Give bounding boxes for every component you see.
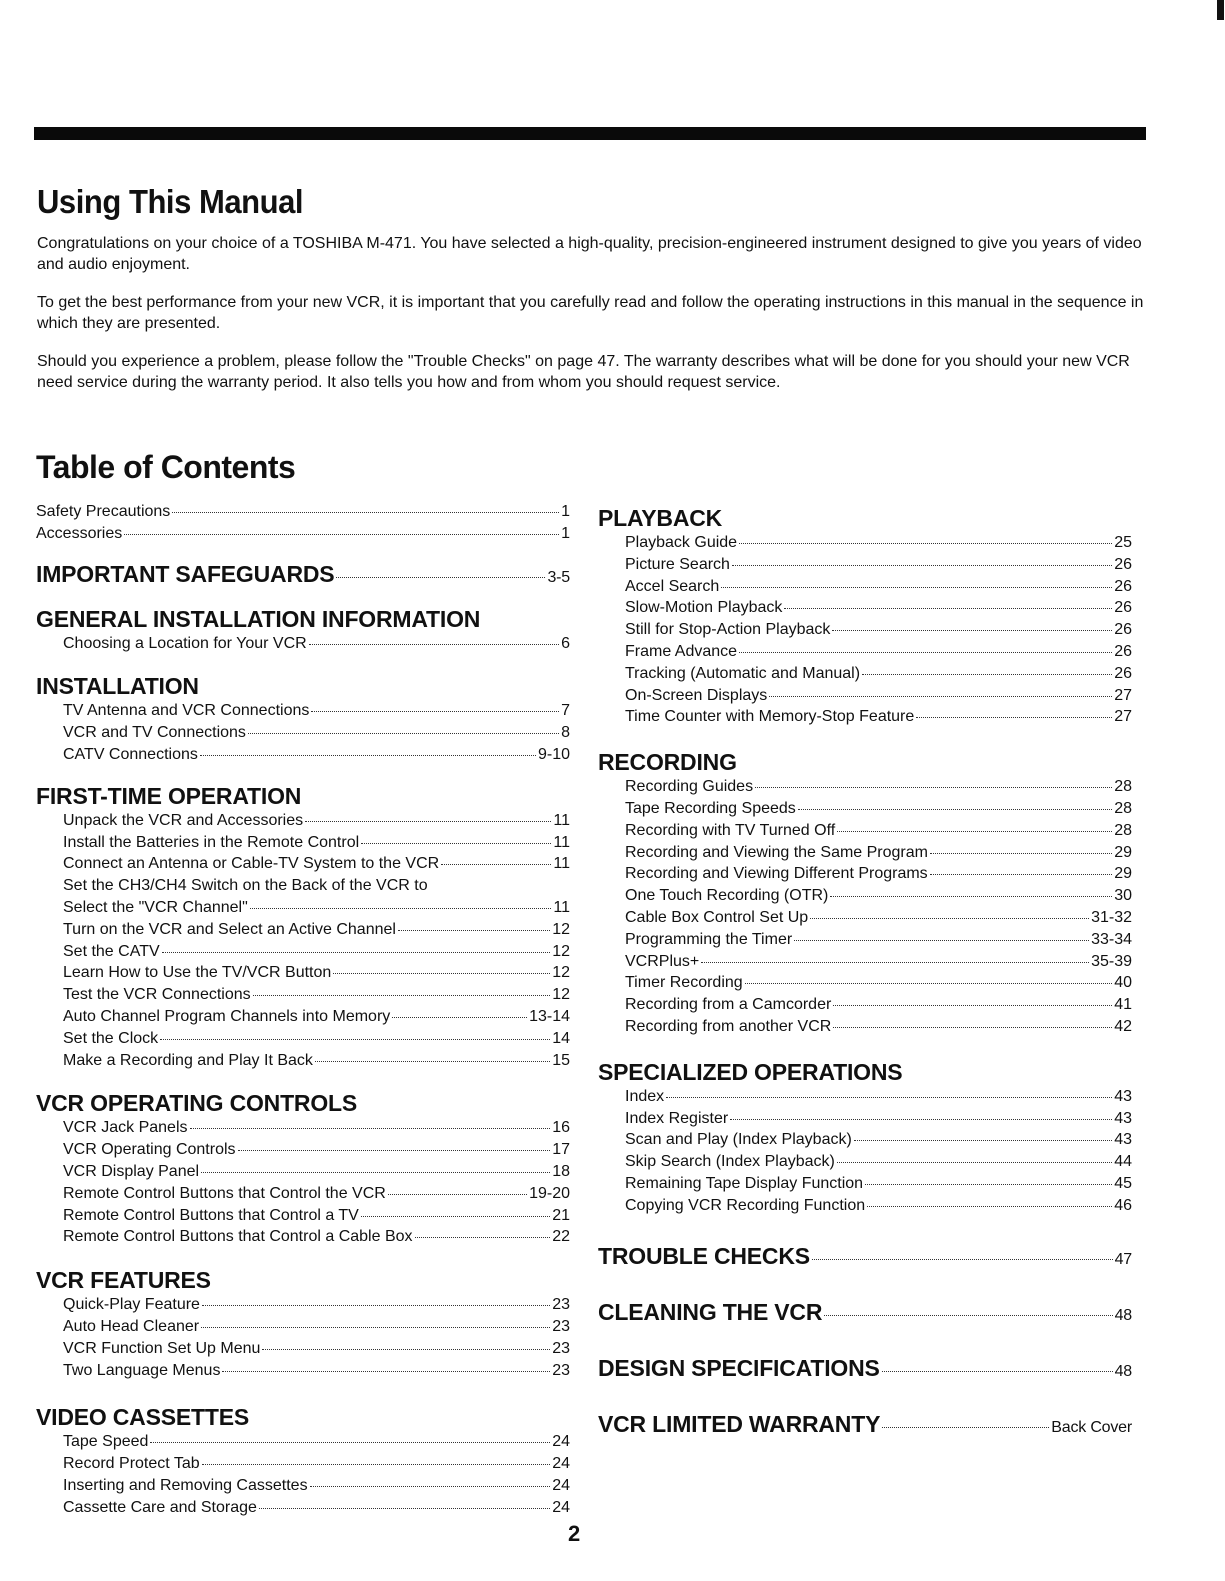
toc-entry-label: Tape Speed: [63, 1433, 149, 1451]
toc-entry-page: 28: [1114, 821, 1132, 839]
dot-leader: [305, 821, 551, 822]
toc-entry[interactable]: [36, 1205, 570, 1227]
toc-entry-label: Connect an Antenna or Cable-TV System to the VCR: [63, 855, 440, 873]
toc-entry[interactable]: [36, 1183, 570, 1205]
toc-entry-label: Accessories: [36, 524, 123, 542]
toc-entry-label: Unpack the VCR and Accessories: [63, 811, 304, 829]
toc-major-label: DESIGN SPECIFICATIONS: [598, 1354, 880, 1381]
toc-entry-page: 43: [1114, 1109, 1132, 1127]
toc-entry-page: 12: [552, 942, 570, 960]
toc-entry[interactable]: [36, 1028, 570, 1050]
dot-leader: [124, 534, 559, 535]
toc-entry[interactable]: [598, 1173, 1132, 1195]
toc-major-label: CLEANING THE VCR: [598, 1298, 823, 1325]
toc-title: Table of Contents: [36, 449, 296, 485]
dot-leader: [745, 983, 1113, 984]
toc-entry-label: Set the CH3/CH4 Switch on the Back of the VCR to: [63, 877, 428, 895]
toc-entry[interactable]: [36, 1316, 570, 1338]
toc-entry[interactable]: [598, 776, 1132, 798]
toc-entry[interactable]: [598, 1016, 1132, 1038]
toc-major-vcr-limited-warranty[interactable]: [598, 1409, 1132, 1443]
toc-entry-label: VCR Display Panel: [63, 1162, 200, 1180]
toc-section-vcr-features: [36, 1266, 570, 1381]
toc-entry-label: Remote Control Buttons that Control a Cable Box: [63, 1228, 413, 1246]
toc-entry-label: Picture Search: [625, 555, 730, 573]
toc-entry-label: Index Register: [625, 1109, 729, 1127]
toc-entry-label: Index: [625, 1087, 665, 1105]
toc-major-page: 3-5: [547, 568, 570, 586]
page-number: 2: [568, 1521, 581, 1546]
toc-entry-page: 21: [552, 1206, 570, 1224]
toc-entry-label: Auto Head Cleaner: [63, 1317, 200, 1335]
toc-entry[interactable]: [598, 863, 1132, 885]
dot-leader: [315, 1061, 550, 1062]
dot-leader: [730, 1119, 1112, 1120]
dot-leader: [150, 1442, 550, 1443]
toc-entry-page: 12: [552, 986, 570, 1004]
dot-leader: [837, 831, 1112, 832]
toc-entry[interactable]: [36, 722, 570, 744]
toc-entry-label: Tape Recording Speeds: [625, 799, 796, 817]
toc-major-page: 48: [1114, 1306, 1132, 1324]
toc-entry-label: Scan and Play (Index Playback): [625, 1131, 852, 1149]
toc-section-installation: [36, 672, 570, 765]
toc-entry-page: 26: [1114, 599, 1132, 617]
toc-section-first-time-operation: [36, 782, 570, 1072]
toc-entry-label: Install the Batteries in the Remote Control: [63, 833, 360, 851]
toc-entry[interactable]: [598, 1086, 1132, 1108]
toc-entry[interactable]: [598, 663, 1132, 685]
toc-entry-page: 16: [552, 1119, 570, 1137]
toc-section-heading: VCR OPERATING CONTROLS: [36, 1090, 358, 1117]
toc-entry-page: 18: [552, 1162, 570, 1180]
toc-entry[interactable]: [598, 951, 1132, 973]
dot-leader: [824, 1315, 1112, 1316]
toc-section-heading: PLAYBACK: [598, 505, 723, 531]
toc-section-heading: SPECIALIZED OPERATIONS: [598, 1058, 903, 1085]
dot-leader: [798, 809, 1112, 810]
toc-entry-page: 15: [552, 1051, 570, 1069]
toc-entry-label: Recording from another VCR: [625, 1017, 832, 1035]
toc-section-heading: RECORDING: [598, 749, 737, 776]
intro-paragraph: Should you experience a problem, please follow the "Trouble Checks" on page 47. The warranty describes what will be done for you should your new VCR need service during the warranty period. It also tells you how and from whom you should request service.: [37, 353, 1130, 391]
dot-leader: [916, 717, 1112, 718]
toc-entry-label: One Touch Recording (OTR): [625, 887, 829, 905]
toc-major-design-specifications[interactable]: [598, 1353, 1132, 1387]
dot-leader: [769, 696, 1112, 697]
intro-paragraph: To get the best performance from your new VCR, it is important that you carefully read and follow the operating instructions in this manual in the sequence in which they are presented.: [37, 294, 1144, 332]
toc-right-column: [598, 504, 1132, 1443]
scan-corner-mark: [1217, 0, 1224, 20]
toc-entry-page: 28: [1114, 778, 1132, 796]
toc-entry-page: 24: [552, 1476, 570, 1494]
toc-entry-label: VCR Function Set Up Menu: [63, 1339, 261, 1357]
toc-entry[interactable]: [36, 1360, 570, 1382]
toc-entry[interactable]: [36, 919, 570, 941]
dot-leader: [398, 930, 550, 931]
toc-entry-label: Recording and Viewing the Same Program: [625, 843, 928, 861]
toc-entry-page: 43: [1114, 1131, 1132, 1149]
toc-entry[interactable]: [598, 885, 1132, 907]
toc-entry-label: Still for Stop-Action Playback: [625, 621, 831, 639]
dot-leader: [200, 755, 536, 756]
dot-leader: [361, 843, 551, 844]
dot-leader: [739, 543, 1112, 544]
toc-entry-label: VCR Operating Controls: [63, 1141, 236, 1159]
toc-entry-label: On-Screen Displays: [625, 686, 768, 704]
toc-entry-page: 44: [1114, 1153, 1132, 1171]
toc-entry[interactable]: [36, 1006, 570, 1028]
dot-leader: [867, 1206, 1112, 1207]
toc-entry-page: 12: [552, 964, 570, 982]
toc-entry-continued[interactable]: [36, 875, 570, 897]
dot-leader: [311, 711, 559, 712]
toc-entry-label: Timer Recording: [625, 974, 743, 992]
toc-entry[interactable]: [598, 641, 1132, 663]
dot-leader: [854, 1140, 1112, 1141]
dot-leader: [833, 1005, 1112, 1006]
dot-leader: [721, 587, 1112, 588]
toc-entry-page: 33-34: [1091, 930, 1132, 948]
dot-leader: [865, 1184, 1112, 1185]
toc-entry-label: Playback Guide: [625, 534, 738, 551]
toc-entry[interactable]: [36, 1161, 570, 1183]
toc-entry-page: 26: [1114, 577, 1132, 595]
toc-entry[interactable]: [598, 1195, 1132, 1217]
toc-entry-label: Accel Search: [625, 577, 720, 595]
toc-entry[interactable]: [598, 1108, 1132, 1130]
dot-leader: [930, 874, 1113, 875]
toc-entry-page: 31-32: [1091, 908, 1132, 926]
toc-entry[interactable]: [36, 501, 570, 523]
toc-entry-page: 11: [553, 898, 570, 916]
dot-leader: [259, 1508, 550, 1509]
toc-entry-label: Safety Precautions: [36, 503, 171, 520]
toc-entry-page: 27: [1114, 686, 1132, 704]
toc-entry-label: Turn on the VCR and Select an Active Channel: [63, 920, 396, 938]
toc-entry[interactable]: [598, 929, 1132, 951]
intro-paragraph: Congratulations on your choice of a TOSHIBA M-471. You have selected a high-quality, precision-engineered instrument designed to give you years of video and audio enjoyment.: [37, 235, 1142, 273]
toc-entry-label: Set the Clock: [63, 1029, 159, 1047]
toc-entry-page: 22: [552, 1228, 570, 1246]
dot-leader: [666, 1097, 1112, 1098]
toc-entry-label: VCR Jack Panels: [63, 1119, 188, 1137]
dot-leader: [333, 973, 550, 974]
toc-entry[interactable]: [598, 1151, 1132, 1173]
toc-entry-label: Copying VCR Recording Function: [625, 1196, 866, 1214]
toc-entry-page: 26: [1114, 621, 1132, 639]
toc-entry-page: 6: [561, 634, 570, 652]
dot-leader: [190, 1128, 551, 1129]
toc-entry-page: 35-39: [1091, 952, 1132, 970]
toc-major-important-safeguards[interactable]: [36, 559, 570, 593]
toc-entry-page: 29: [1114, 865, 1132, 883]
toc-entry-label: VCRPlus+: [625, 952, 700, 970]
toc-entry[interactable]: [598, 820, 1132, 842]
toc-entry-page: 24: [552, 1455, 570, 1473]
toc-entry-label: Recording from a Camcorder: [625, 996, 832, 1014]
toc-entry-page: 9-10: [537, 745, 570, 763]
toc-entry-page: 23: [552, 1317, 570, 1335]
toc-entry[interactable]: [36, 523, 570, 545]
dot-leader: [837, 1162, 1112, 1163]
toc-entry-label: TV Antenna and VCR Connections: [63, 702, 310, 720]
dot-leader: [162, 952, 551, 953]
toc-entry-page: 12: [552, 920, 570, 938]
toc-entry-label: Two Language Menus: [63, 1361, 221, 1379]
toc-entry-label: Inserting and Removing Cassettes: [63, 1476, 308, 1494]
toc-entry-page: 26: [1114, 642, 1132, 660]
toc-section-vcr-operating-controls: [36, 1089, 570, 1248]
toc-entry[interactable]: [36, 853, 570, 875]
toc-entry-page: 24: [552, 1498, 570, 1516]
toc-entry-page: 25: [1114, 534, 1132, 551]
toc-section-recording: [598, 748, 1132, 1038]
toc-entry[interactable]: [598, 706, 1132, 728]
toc-major-page: 47: [1114, 1250, 1132, 1268]
dot-leader: [238, 1150, 551, 1151]
toc-entry-label: Recording with TV Turned Off: [625, 821, 836, 839]
dot-leader: [248, 733, 559, 734]
toc-entry[interactable]: [36, 1226, 570, 1248]
toc-section-heading: VCR FEATURES: [36, 1267, 211, 1294]
toc-entry-label: Auto Channel Program Channels into Memory: [63, 1007, 391, 1025]
page-title: Using This Manual: [37, 183, 304, 220]
dot-leader: [794, 940, 1089, 941]
dot-leader: [755, 787, 1112, 788]
toc-entry-label: Tracking (Automatic and Manual): [625, 664, 861, 682]
toc-major-label: IMPORTANT SAFEGUARDS: [36, 560, 335, 587]
dot-leader: [201, 1172, 550, 1173]
toc-entry-label: Make a Recording and Play It Back: [63, 1051, 313, 1069]
toc-entry-page: 8: [561, 724, 570, 742]
toc-entry-page: 13-14: [529, 1007, 570, 1025]
toc-entry[interactable]: [36, 897, 570, 919]
toc-entry[interactable]: [36, 1050, 570, 1072]
toc-entry[interactable]: [36, 1117, 570, 1139]
dot-leader: [336, 577, 545, 578]
toc-entry-label: Programming the Timer: [625, 930, 793, 948]
toc-entry[interactable]: [36, 1139, 570, 1161]
toc-section-specialized-operations: [598, 1058, 1132, 1217]
toc-entry-page: 14: [552, 1029, 570, 1047]
toc-entry-page: 26: [1114, 555, 1132, 573]
dot-leader: [833, 1027, 1112, 1028]
dot-leader: [309, 644, 559, 645]
toc-entry-page: 27: [1114, 708, 1132, 726]
toc-entry[interactable]: [598, 576, 1132, 598]
dot-leader: [222, 1371, 550, 1372]
toc-section-playback: [598, 504, 1132, 728]
toc-entry-label: Test the VCR Connections: [63, 986, 251, 1004]
dot-leader: [862, 674, 1112, 675]
toc-entry-page: 30: [1114, 887, 1132, 905]
toc-entry-label: Remaining Tape Display Function: [625, 1174, 864, 1192]
toc-entry[interactable]: [36, 984, 570, 1006]
dot-leader: [262, 1349, 550, 1350]
dot-leader: [830, 896, 1112, 897]
toc-entry[interactable]: [598, 994, 1132, 1016]
toc-entry[interactable]: [36, 1338, 570, 1360]
dot-leader: [310, 1486, 551, 1487]
header-rule: [34, 127, 1146, 140]
dot-leader: [784, 608, 1112, 609]
toc-entry[interactable]: [36, 810, 570, 832]
toc-entry-page: 40: [1114, 974, 1132, 992]
toc-entry[interactable]: [598, 972, 1132, 994]
toc-entry[interactable]: [598, 842, 1132, 864]
toc-entry-page: 1: [561, 524, 570, 542]
dot-leader: [392, 1017, 527, 1018]
toc-entry-page: 11: [553, 811, 570, 829]
toc-section-heading: GENERAL INSTALLATION INFORMATION: [36, 605, 481, 632]
dot-leader: [930, 853, 1112, 854]
dot-leader: [202, 1464, 551, 1465]
toc-entry-label: Recording and Viewing Different Programs: [625, 865, 928, 883]
toc-entry-page: 11: [553, 855, 570, 873]
toc-major-label: VCR LIMITED WARRANTY: [598, 1410, 881, 1437]
toc-section-video-cassettes: [36, 1403, 570, 1518]
toc-entry[interactable]: [36, 700, 570, 722]
toc-left-column: [36, 501, 570, 1519]
dot-leader: [732, 565, 1112, 566]
toc-major-cleaning-the-vcr[interactable]: [598, 1297, 1132, 1331]
toc-entry-page: 23: [552, 1296, 570, 1314]
dot-leader: [832, 630, 1112, 631]
toc-entry-page: 17: [552, 1141, 570, 1159]
toc-entry-page: 11: [553, 833, 570, 851]
dot-leader: [160, 1039, 550, 1040]
toc-entry-page: 46: [1114, 1196, 1132, 1214]
toc-entry-page: 26: [1114, 664, 1132, 682]
toc-entry-page: 7: [561, 702, 570, 720]
toc-entry-label: Cassette Care and Storage: [63, 1498, 257, 1516]
toc-section-heading: FIRST-TIME OPERATION: [36, 782, 302, 809]
dot-leader: [739, 652, 1112, 653]
toc-entry-page: 45: [1114, 1174, 1132, 1192]
dot-leader: [172, 512, 559, 513]
toc-entry-page: 24: [552, 1433, 570, 1451]
toc-section-general-installation: [36, 605, 570, 655]
dot-leader: [361, 1216, 550, 1217]
toc-entry-label: Record Protect Tab: [63, 1455, 200, 1473]
dot-leader: [415, 1237, 551, 1238]
toc-entry-label: Skip Search (Index Playback): [625, 1153, 835, 1171]
toc-major-page: 48: [1114, 1362, 1132, 1380]
toc-entry[interactable]: [36, 744, 570, 766]
toc-entry[interactable]: [36, 1431, 570, 1453]
toc-entry[interactable]: [36, 1497, 570, 1519]
toc-entry-label: Frame Advance: [625, 642, 738, 660]
dot-leader: [812, 1259, 1113, 1260]
toc-entry-label: Select the "VCR Channel": [63, 898, 248, 916]
dot-leader: [882, 1427, 1049, 1428]
dot-leader: [201, 1327, 550, 1328]
toc-entry-page: 29: [1114, 843, 1132, 861]
toc-entry-label: Remote Control Buttons that Control the VCR: [63, 1184, 386, 1202]
toc-section-heading: INSTALLATION: [36, 673, 199, 700]
toc-entry-label: Time Counter with Memory-Stop Feature: [625, 708, 915, 726]
dot-leader: [701, 962, 1089, 963]
toc-entry-page: 23: [552, 1361, 570, 1379]
dot-leader: [202, 1305, 550, 1306]
toc-entry-page: 43: [1114, 1087, 1132, 1105]
dot-leader: [388, 1194, 527, 1195]
toc-entry-label: Quick-Play Feature: [63, 1296, 200, 1314]
toc-entry[interactable]: [36, 1294, 570, 1316]
toc-entry[interactable]: [36, 1453, 570, 1475]
toc-entry[interactable]: [598, 619, 1132, 641]
toc-major-trouble-checks[interactable]: [598, 1241, 1132, 1275]
toc-entry-label: Cable Box Control Set Up: [625, 908, 809, 926]
toc-entry[interactable]: [598, 798, 1132, 820]
toc-entry[interactable]: [36, 633, 570, 655]
dot-leader: [882, 1371, 1113, 1372]
toc-major-page: Back Cover: [1051, 1418, 1132, 1436]
toc-entry-label: Learn How to Use the TV/VCR Button: [63, 964, 332, 982]
dot-leader: [253, 995, 551, 996]
toc-major-label: TROUBLE CHECKS: [598, 1242, 810, 1269]
toc-entry[interactable]: [598, 554, 1132, 576]
toc-entry-label: VCR and TV Connections: [63, 724, 246, 742]
toc-entry[interactable]: [598, 532, 1132, 554]
toc-entry[interactable]: [598, 907, 1132, 929]
toc-entry-page: 41: [1114, 996, 1132, 1014]
toc-entry[interactable]: [36, 941, 570, 963]
dot-leader: [250, 908, 552, 909]
toc-entry-page: 23: [552, 1339, 570, 1357]
toc-entry-page: 42: [1114, 1017, 1132, 1035]
toc-section-heading: VIDEO CASSETTES: [36, 1404, 249, 1431]
toc-entry-page: 19-20: [529, 1184, 570, 1202]
toc-entry[interactable]: [36, 1475, 570, 1497]
toc-entry-label: Recording Guides: [625, 778, 754, 796]
toc-entry[interactable]: [36, 832, 570, 854]
dot-leader: [810, 918, 1089, 919]
toc-entry-label: Set the CATV: [63, 942, 160, 960]
toc-entry-label: CATV Connections: [63, 745, 198, 763]
toc-entry-label: Remote Control Buttons that Control a TV: [63, 1206, 359, 1224]
toc-entry-page: 28: [1114, 799, 1132, 817]
intro-text: [37, 233, 1147, 410]
toc-entry[interactable]: [598, 685, 1132, 707]
toc-entry[interactable]: [598, 597, 1132, 619]
toc-entry[interactable]: [36, 962, 570, 984]
toc-entry[interactable]: [598, 1129, 1132, 1151]
toc-entry-label: Choosing a Location for Your VCR: [63, 634, 307, 652]
toc-entry-label: Slow-Motion Playback: [625, 599, 783, 617]
dot-leader: [441, 864, 551, 865]
toc-entry-page: 1: [561, 503, 570, 520]
